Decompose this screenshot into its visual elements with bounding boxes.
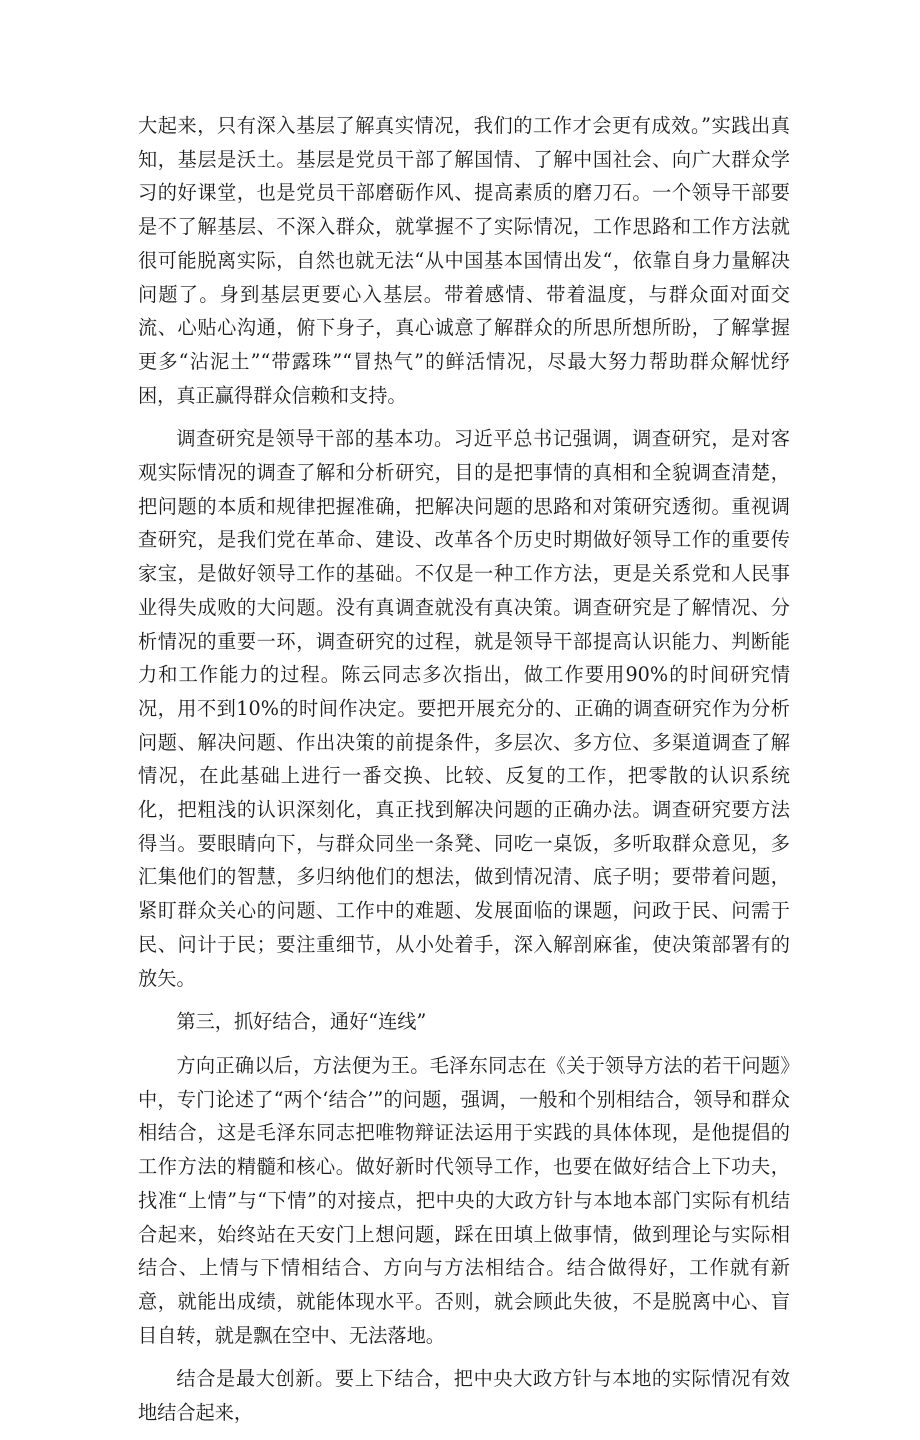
section-heading: 第三，抓好结合，通好“连线” (176, 1010, 427, 1034)
paragraph-4: 结合是最大创新。要上下结合，把中央大政方针与本地的实际情况有效地结合起来， (138, 1367, 790, 1425)
paragraph-2: 调查研究是领导干部的基本功。习近平总书记强调，调查研究，是对客观实际情况的调查了解和分析研究，目的是把事情的真相和全貌调查清楚，把问题的本质和规律把握准确，把解决问题的思路和对策研究透彻。重视调查研究，是我们党在革命、建设、改革各个历史时期做好领导工作的重要传家宝，是做好领导工作的基础。不仅是一种工作方法，更是关系党和人民事业得失成败的大问题。没有真调查就没有真决策。调查研究是了解情况、分析情况的重要一环，调查研究的过程，就是领导干部提高认识能力、判断能力和工作能力的过程。陈云同志多次指出，做工作要用90%的时间研究情况，用不到10%的时间作决定。要把开展充分的、正确的调查研究作为分析问题、解决问题、作出决策的前提条件，多层次、多方位、多渠道调查了解情况，在此基础上进行一番交换、比较、反复的工作，把零散的认识系统化，把粗浅的认识深刻化，真正找到解决问题的正确办法。调查研究要方法得当。要眼睛向下，与群众同坐一条凳、同吃一桌饭，多听取群众意见，多汇集他们的智慧，多归纳他们的想法，做到情况清、底子明；要带着问题，紧盯群众关心的问题、工作中的难题、发展面临的课题，问政于民、问需于民、问计于民；要注重细节，从小处着手，深入解剖麻雀，使决策部署有的放矢。 (138, 427, 790, 990)
paragraph-3: 方向正确以后，方法便为王。毛泽东同志在《关于领导方法的若干问题》中，专门论述了“两个‘结合’”的问题，强调，一般和个别相结合，领导和群众相结合，这是毛泽东同志把唯物辩证法运用于实践的具体体现，是他提倡的工作方法的精髓和核心。做好新时代领导工作，也要在做好结合上下功夫，找准“上情”与“下情”的对接点，把中央的大政方针与本地本部门实际有机结合起来，始终站在天安门上想问题，踩在田填上做事情，做到理论与实际相结合、上情与下情相结合、方向与方法相结合。结合做得好，工作就有新意，就能出成绩，就能体现水平。否则，就会顾此失彼，不是脱离中心、盲目自转，就是飘在空中、无法落地。 (138, 1053, 790, 1347)
paragraph-1: 大起来，只有深入基层了解真实情况，我们的工作才会更有成效。”实践出真知，基层是沃土。基层是党员干部了解国情、了解中国社会、向广大群众学习的好课堂，也是党员干部磨砺作风、提高素质的磨刀石。一个领导干部要是不了解基层、不深入群众，就掌握不了实际情况，工作思路和工作方法就很可能脱离实际，自然也就无法“从中国基本国情出发“，依靠自身力量解决问题了。身到基层更要心入基层。带着感情、带着温度，与群众面对面交流、心贴心沟通，俯下身子，真心诚意了解群众的所思所想所盼，了解掌握更多“沾泥土”“带露珠”“冒热气”的鲜活情况，尽最大努力帮助群众解忧纾困，真正赢得群众信赖和支持。 (138, 114, 790, 407)
document-body (138, 109, 790, 1440)
